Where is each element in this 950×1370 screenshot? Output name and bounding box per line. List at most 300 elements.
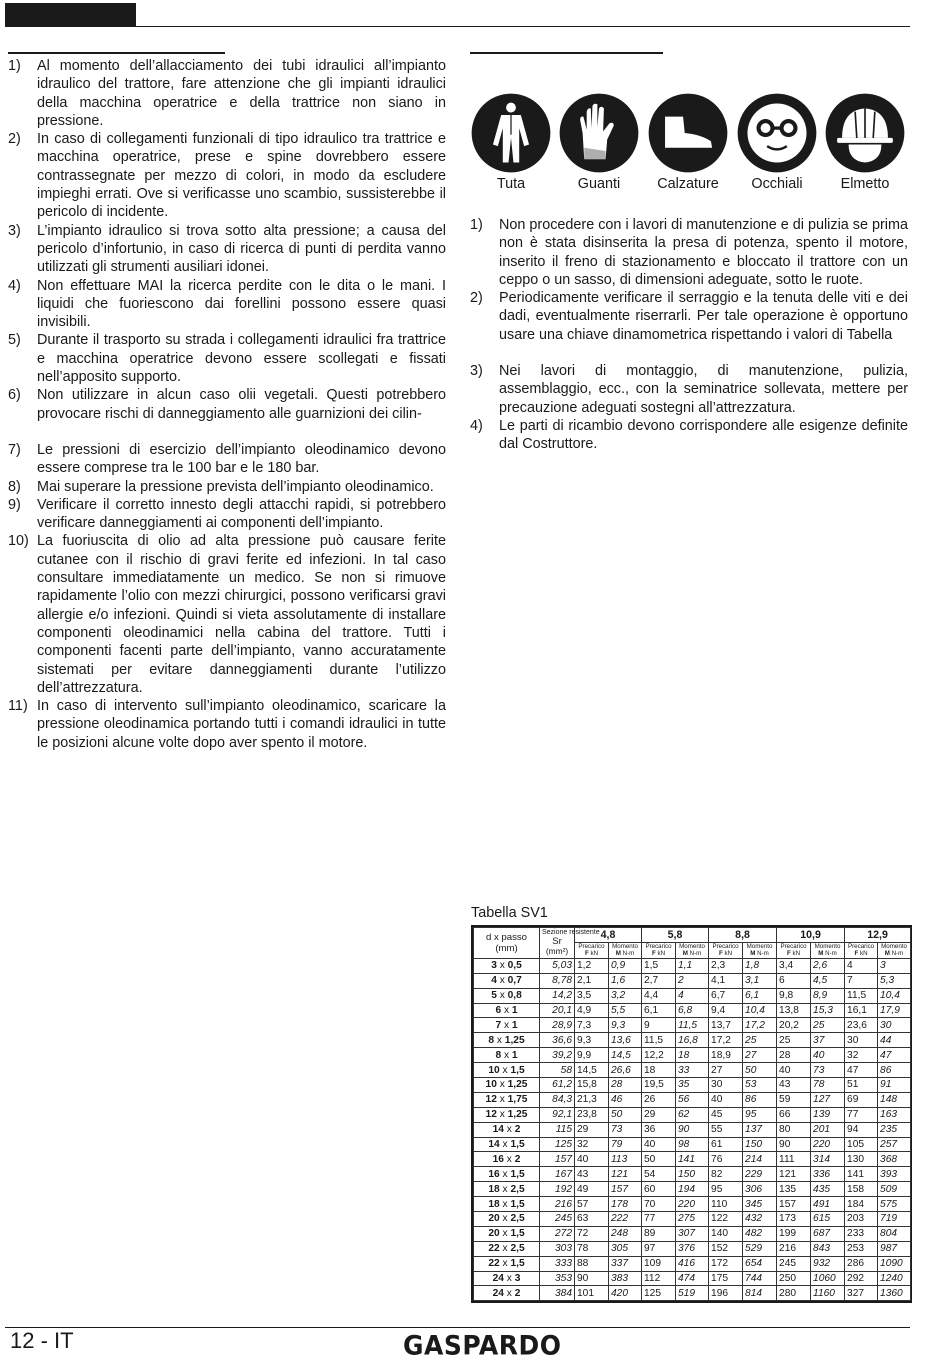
section-cell: 125	[540, 1137, 575, 1152]
preload-cell: 47	[845, 1063, 878, 1078]
preload-cell: 20,2	[777, 1018, 811, 1033]
torque-cell: 337	[609, 1256, 642, 1271]
size-cell	[474, 1167, 540, 1182]
section-cell: 192	[540, 1182, 575, 1197]
sub-symbol: M	[682, 950, 688, 958]
section-cell: 61,2	[540, 1078, 575, 1093]
torque-cell: 987	[878, 1241, 911, 1256]
preload-cell: 16,1	[845, 1003, 878, 1018]
preload-cell: 78	[575, 1241, 609, 1256]
preload-cell: 12,2	[642, 1048, 676, 1063]
preload-cell: 21,3	[575, 1092, 609, 1107]
diameter: 16	[488, 1168, 500, 1180]
torque-cell: 9,3	[609, 1018, 642, 1033]
diameter: 22	[488, 1258, 500, 1270]
table-row	[474, 1018, 911, 1033]
table-row	[474, 1167, 911, 1182]
preload-cell: 60	[642, 1182, 676, 1197]
times-sign: x	[496, 975, 508, 987]
pitch: 1,5	[510, 1198, 525, 1210]
size-unit: (mm)	[495, 942, 518, 954]
torque-cell: 90	[676, 1122, 709, 1137]
grade-header: 12,9	[845, 928, 911, 943]
sub-unit: kN	[724, 950, 733, 958]
torque-cell: 8,9	[811, 988, 845, 1003]
torque-cell: 435	[811, 1182, 845, 1197]
torque-cell: 25	[811, 1018, 845, 1033]
section-cell: 333	[540, 1256, 575, 1271]
torque-cell: 150	[676, 1167, 709, 1182]
times-sign: x	[503, 1124, 515, 1136]
table-row	[474, 1197, 911, 1212]
torque-cell: 98	[676, 1137, 709, 1152]
preload-cell: 196	[709, 1286, 743, 1301]
list-item	[8, 331, 446, 386]
table-row	[474, 1286, 911, 1301]
size-cell	[474, 1212, 540, 1227]
preload-cell: 13,8	[777, 1003, 811, 1018]
preload-cell: 14,5	[575, 1063, 609, 1078]
torque-cell: 4	[676, 988, 709, 1003]
diameter: 10	[485, 1079, 497, 1091]
preload-cell: 3,4	[777, 958, 811, 973]
section-cell: 20,1	[540, 1003, 575, 1018]
size-cell	[474, 1048, 540, 1063]
times-sign: x	[499, 1168, 511, 1180]
diameter: 16	[492, 1153, 504, 1165]
list-item	[8, 532, 446, 697]
sub-symbol: M	[884, 950, 890, 958]
times-sign: x	[499, 1258, 511, 1270]
torque-cell: 307	[676, 1226, 709, 1241]
list-item	[8, 697, 446, 752]
item-text: In caso di collegamenti funzionali di tipo idraulico tra trattrice e macchina operatrice, prese e spine dovrebbero essere contrassegnate per mezzo di colori, in modo da escludere impieghi errati. Ove si verificasse uno scambio, sussisterebbe il pericolo di incidente.	[37, 131, 446, 221]
torque-cell: 519	[676, 1286, 709, 1301]
size-cell	[474, 1256, 540, 1271]
preload-cell: 110	[709, 1197, 743, 1212]
size-cell	[474, 1107, 540, 1122]
torque-cell: 5,3	[878, 973, 911, 988]
times-sign: x	[501, 1019, 512, 1031]
preload-cell: 125	[642, 1286, 676, 1301]
torque-cell: 482	[743, 1226, 777, 1241]
item-number: 8)	[8, 478, 21, 495]
torque-cell: 843	[811, 1241, 845, 1256]
preload-cell: 45	[709, 1107, 743, 1122]
preload-cell: 57	[575, 1197, 609, 1212]
torque-cell: 305	[609, 1241, 642, 1256]
preload-cell: 9,4	[709, 1003, 743, 1018]
times-sign: x	[496, 1094, 508, 1106]
times-sign: x	[503, 1273, 515, 1285]
preload-cell: 233	[845, 1226, 878, 1241]
pitch: 1	[511, 1019, 518, 1031]
list-item	[8, 441, 446, 478]
preload-cell: 90	[575, 1271, 609, 1286]
sub-label: Momento	[746, 942, 773, 950]
torque-cell: 33	[676, 1063, 709, 1078]
preload-cell: 26	[642, 1092, 676, 1107]
item-text: Non effettuare MAI la ricerca perdite con le dita o le mani. I liquidi che fuoriescono dai forellini possono essere quasi invisibili.	[37, 277, 446, 331]
preload-cell: 50	[642, 1152, 676, 1167]
pitch: 3	[514, 1273, 521, 1285]
torque-cell: 575	[878, 1197, 911, 1212]
section-cell: 5,03	[540, 958, 575, 973]
preload-cell: 286	[845, 1256, 878, 1271]
torque-cell: 529	[743, 1241, 777, 1256]
torque-cell: 804	[878, 1226, 911, 1241]
item-text: Le pressioni di esercizio dell’impianto oleodinamico devono essere comprese tra le 100 bar e le 180 bar.	[37, 441, 446, 477]
preload-cell: 25	[777, 1033, 811, 1048]
pitch: 1,5	[510, 1139, 525, 1151]
size-cell	[474, 958, 540, 973]
sub-unit: N-m	[891, 950, 904, 958]
preload-cell: 141	[845, 1167, 878, 1182]
torque-cell: 220	[676, 1197, 709, 1212]
torque-cell: 2,6	[811, 958, 845, 973]
torque-header	[743, 942, 777, 958]
sub-unit: kN	[792, 950, 801, 958]
size-cell	[474, 1286, 540, 1301]
preload-cell: 61	[709, 1137, 743, 1152]
pitch: 2	[514, 1287, 521, 1299]
preload-cell: 1,2	[575, 958, 609, 973]
item-text: La fuoriuscita di olio ad alta pressione può causare ferite cutanee con il rischio di gravi ferite ed infezioni. In tal caso consultare immediatamente un medico. Se non si rimuove rapidamente l’olio con mezzi chirurgici, possono verificarsi gravi allergie e/o infezioni. Quindi si vieta assolutamente di installare componenti oleodinamici nella cabina del trattore. Tutti i componenti facenti parte dell’impianto, vanno accuratamente sistemati per evitare danneggiamenti durante l’utilizzo dell’attrezzatura.	[37, 533, 446, 696]
item-text: Periodicamente verificare il serraggio e la tenuta delle viti e dei dadi, eventualmente riserrarli. Per tale operazione è opportuno usare una chiave dinamometrica rispettando i valori di Tabella	[499, 290, 908, 343]
preload-cell: 18,9	[709, 1048, 743, 1063]
times-sign: x	[501, 1005, 512, 1016]
torque-table-box	[471, 925, 912, 1303]
sub-label: Precarico	[780, 942, 807, 950]
item-text: Mai superare la pressione prevista dell’impianto oleodinamico.	[37, 478, 434, 495]
torque-cell: 28	[609, 1078, 642, 1093]
preload-header	[709, 942, 743, 958]
section-cell: 115	[540, 1122, 575, 1137]
torque-cell: 1060	[811, 1271, 845, 1286]
pitch: 1,25	[507, 1079, 528, 1091]
item-number: 3)	[470, 363, 483, 380]
diameter: 12	[485, 1109, 497, 1121]
pitch: 2	[514, 1124, 521, 1136]
item-text: Verificare il corretto innesto degli attacchi rapidi, si potrebbero verificare danneggiamenti ai componenti dell’impianto.	[37, 496, 446, 532]
torque-cell: 150	[743, 1137, 777, 1152]
size-cell	[474, 1033, 540, 1048]
torque-cell: 78	[811, 1078, 845, 1093]
section-cell: 36,6	[540, 1033, 575, 1048]
preload-cell: 6,1	[642, 1003, 676, 1018]
torque-cell: 127	[811, 1092, 845, 1107]
times-sign: x	[499, 1213, 511, 1225]
times-sign: x	[496, 1079, 508, 1091]
torque-cell: 368	[878, 1152, 911, 1167]
ppe-item	[468, 92, 554, 192]
item-number: 2)	[8, 131, 21, 148]
torque-cell: 744	[743, 1271, 777, 1286]
torque-cell: 420	[609, 1286, 642, 1301]
item-number: 11)	[8, 698, 28, 715]
preload-cell: 88	[575, 1256, 609, 1271]
sub-label: Momento	[679, 942, 705, 950]
table-header-row	[474, 928, 911, 943]
torque-cell: 4,5	[811, 973, 845, 988]
size-cell	[474, 1078, 540, 1093]
size-cell	[474, 1241, 540, 1256]
table-row	[474, 1107, 911, 1122]
size-cell	[474, 1226, 540, 1241]
torque-cell: 141	[676, 1152, 709, 1167]
preload-cell: 121	[777, 1167, 811, 1182]
preload-cell: 4,1	[709, 973, 743, 988]
times-sign: x	[503, 1153, 515, 1165]
item-number: 1)	[470, 217, 483, 233]
section-cell: 28,9	[540, 1018, 575, 1033]
sub-label: Precarico	[645, 942, 672, 950]
list-item	[470, 362, 908, 417]
pitch: 0,7	[507, 975, 522, 987]
torque-cell: 194	[676, 1182, 709, 1197]
sub-symbol: M	[818, 950, 824, 958]
table-row	[474, 1152, 911, 1167]
sub-symbol: F	[651, 950, 656, 958]
preload-cell: 40	[709, 1092, 743, 1107]
torque-cell: 27	[743, 1048, 777, 1063]
item-text: Al momento dell’allacciamento dei tubi idraulici all’impianto idraulico del trattore, fare attenzione che gli impianti idraulici della macchina operatrice e della trattrice non siano in pressione.	[37, 58, 446, 129]
list-item	[8, 130, 446, 221]
torque-cell: 235	[878, 1122, 911, 1137]
size-cell	[474, 973, 540, 988]
list-item	[8, 496, 446, 533]
torque-cell: 432	[743, 1212, 777, 1227]
gloves-icon	[556, 92, 642, 174]
diameter: 14	[488, 1139, 500, 1151]
torque-cell: 11,5	[676, 1018, 709, 1033]
preload-cell: 152	[709, 1241, 743, 1256]
preload-cell: 1,5	[642, 958, 676, 973]
torque-cell: 137	[743, 1122, 777, 1137]
torque-cell: 148	[878, 1092, 911, 1107]
size-cell	[474, 1137, 540, 1152]
times-sign: x	[501, 1049, 512, 1061]
size-label: d x passo	[485, 931, 528, 943]
sub-label: Momento	[612, 942, 638, 950]
torque-cell: 0,9	[609, 958, 642, 973]
torque-cell: 314	[811, 1152, 845, 1167]
table-row	[474, 1212, 911, 1227]
item-number: 4)	[8, 277, 21, 294]
preload-header	[777, 942, 811, 958]
ppe-icons-row	[470, 92, 910, 202]
section-cell: 157	[540, 1152, 575, 1167]
torque-cell: 345	[743, 1197, 777, 1212]
torque-header	[609, 942, 642, 958]
torque-cell: 86	[743, 1092, 777, 1107]
left-section-rule	[8, 52, 225, 54]
preload-cell: 90	[777, 1137, 811, 1152]
pitch: 1,25	[504, 1034, 525, 1046]
torque-cell: 121	[609, 1167, 642, 1182]
diameter: 14	[492, 1124, 504, 1136]
section-cell: 353	[540, 1271, 575, 1286]
preload-cell: 80	[777, 1122, 811, 1137]
torque-cell: 139	[811, 1107, 845, 1122]
diameter: 12	[485, 1094, 497, 1106]
torque-cell: 40	[811, 1048, 845, 1063]
size-cell	[474, 1063, 540, 1078]
torque-cell: 14,5	[609, 1048, 642, 1063]
item-text: Non procedere con i lavori di manutenzione e di pulizia se prima non è stata disinserita la presa di potenza, spento il motore, inserito il freno di stazionamento e bloccato il trattore con un ceppo o un sasso, di dimensioni adeguate, sotto le ruote.	[499, 217, 908, 288]
preload-cell: 11,5	[845, 988, 878, 1003]
list-item	[470, 417, 908, 454]
preload-cell: 203	[845, 1212, 878, 1227]
section-cell: 14,2	[540, 988, 575, 1003]
diameter: 8	[495, 1049, 502, 1061]
pitch: 1,25	[507, 1109, 528, 1121]
times-sign: x	[499, 1243, 511, 1255]
pitch: 2,5	[510, 1183, 525, 1195]
sub-symbol: F	[787, 950, 791, 958]
section-symbol: Sr	[552, 936, 562, 948]
torque-cell: 491	[811, 1197, 845, 1212]
size-cell	[474, 1197, 540, 1212]
list-item	[8, 57, 446, 130]
preload-cell: 6	[777, 973, 811, 988]
torque-cell: 25	[743, 1033, 777, 1048]
section-cell: 8,78	[540, 973, 575, 988]
list-item	[470, 289, 908, 344]
torque-cell: 50	[609, 1107, 642, 1122]
list-item	[8, 478, 446, 496]
torque-cell: 383	[609, 1271, 642, 1286]
pitch: 1,5	[510, 1168, 525, 1180]
sub-unit: N-m	[622, 950, 635, 958]
table-row	[474, 1048, 911, 1063]
torque-cell: 229	[743, 1167, 777, 1182]
section-unit: (mm²)	[545, 946, 569, 957]
item-number: 9)	[8, 496, 21, 513]
preload-cell: 101	[575, 1286, 609, 1301]
times-sign: x	[494, 1034, 505, 1046]
item-text: Nei lavori di montaggio, di manutenzione, pulizia, assemblaggio, ecc., con la seminatrice sollevata, mettere per precauzione adeguati sostegni all’attrezzatura.	[499, 363, 908, 416]
ppe-label: Calzature	[657, 176, 719, 192]
size-cell	[474, 1182, 540, 1197]
preload-cell: 23,8	[575, 1107, 609, 1122]
torque-cell: 719	[878, 1212, 911, 1227]
size-header	[474, 928, 540, 959]
preload-header	[642, 942, 676, 958]
torque-cell: 50	[743, 1063, 777, 1078]
sub-label: Precarico	[712, 942, 739, 950]
torque-cell: 62	[676, 1107, 709, 1122]
item-number: 6)	[8, 387, 21, 404]
preload-cell: 253	[845, 1241, 878, 1256]
torque-cell: 306	[743, 1182, 777, 1197]
times-sign: x	[499, 1198, 511, 1210]
torque-cell: 47	[878, 1048, 911, 1063]
preload-cell: 30	[845, 1033, 878, 1048]
ppe-item	[556, 92, 642, 192]
preload-cell: 9	[642, 1018, 676, 1033]
header-tab	[5, 3, 136, 27]
boot-icon	[645, 92, 731, 174]
preload-cell: 280	[777, 1286, 811, 1301]
preload-header	[575, 942, 609, 958]
torque-cell: 509	[878, 1182, 911, 1197]
pitch: 2	[514, 1153, 521, 1165]
torque-cell: 6,1	[743, 988, 777, 1003]
preload-cell: 175	[709, 1271, 743, 1286]
preload-cell: 109	[642, 1256, 676, 1271]
table-row	[474, 1182, 911, 1197]
diameter: 8	[488, 1034, 495, 1046]
torque-cell: 932	[811, 1256, 845, 1271]
torque-cell: 15,3	[811, 1003, 845, 1018]
times-sign: x	[496, 960, 508, 972]
section-cell: 384	[540, 1286, 575, 1301]
preload-cell: 4	[845, 958, 878, 973]
sub-unit: N-m	[689, 950, 702, 958]
torque-cell: 86	[878, 1063, 911, 1078]
sub-unit: N-m	[825, 950, 837, 958]
item-number: 1)	[8, 58, 21, 74]
preload-header	[845, 942, 878, 958]
diameter: 6	[495, 1005, 502, 1016]
torque-cell: 248	[609, 1226, 642, 1241]
section-cell: 58	[540, 1063, 575, 1078]
preload-cell: 40	[642, 1137, 676, 1152]
ppe-label: Tuta	[496, 176, 526, 192]
preload-cell: 66	[777, 1107, 811, 1122]
item-number: 3)	[8, 222, 21, 239]
pitch: 2,5	[510, 1213, 525, 1225]
list-item	[8, 277, 446, 332]
sub-label: Momento	[814, 942, 841, 950]
preload-cell: 11,5	[642, 1033, 676, 1048]
preload-cell: 40	[575, 1152, 609, 1167]
torque-cell: 814	[743, 1286, 777, 1301]
helmet-icon	[822, 92, 908, 174]
table-row	[474, 958, 911, 973]
pitch: 0,5	[507, 960, 522, 972]
torque-cell: 416	[676, 1256, 709, 1271]
torque-cell: 16,8	[676, 1033, 709, 1048]
ppe-item	[645, 92, 731, 192]
preload-cell: 94	[845, 1122, 878, 1137]
preload-cell: 76	[709, 1152, 743, 1167]
table-row	[474, 1122, 911, 1137]
preload-cell: 173	[777, 1212, 811, 1227]
sub-unit: kN	[590, 950, 599, 958]
preload-cell: 29	[575, 1122, 609, 1137]
preload-cell: 112	[642, 1271, 676, 1286]
torque-cell: 26,6	[609, 1063, 642, 1078]
list-item	[8, 222, 446, 277]
goggles-icon	[734, 92, 820, 174]
section-cell: 272	[540, 1226, 575, 1241]
sub-label: Precarico	[578, 942, 605, 950]
preload-cell: 2,1	[575, 973, 609, 988]
preload-cell: 7	[845, 973, 878, 988]
item-number: 7)	[8, 441, 21, 458]
torque-cell: 615	[811, 1212, 845, 1227]
preload-cell: 216	[777, 1241, 811, 1256]
section-cell: 303	[540, 1241, 575, 1256]
preload-cell: 122	[709, 1212, 743, 1227]
torque-cell: 91	[878, 1078, 911, 1093]
torque-cell: 1160	[811, 1286, 845, 1301]
diameter: 5	[491, 990, 497, 1002]
header-rule	[5, 26, 910, 27]
preload-cell: 245	[777, 1256, 811, 1271]
